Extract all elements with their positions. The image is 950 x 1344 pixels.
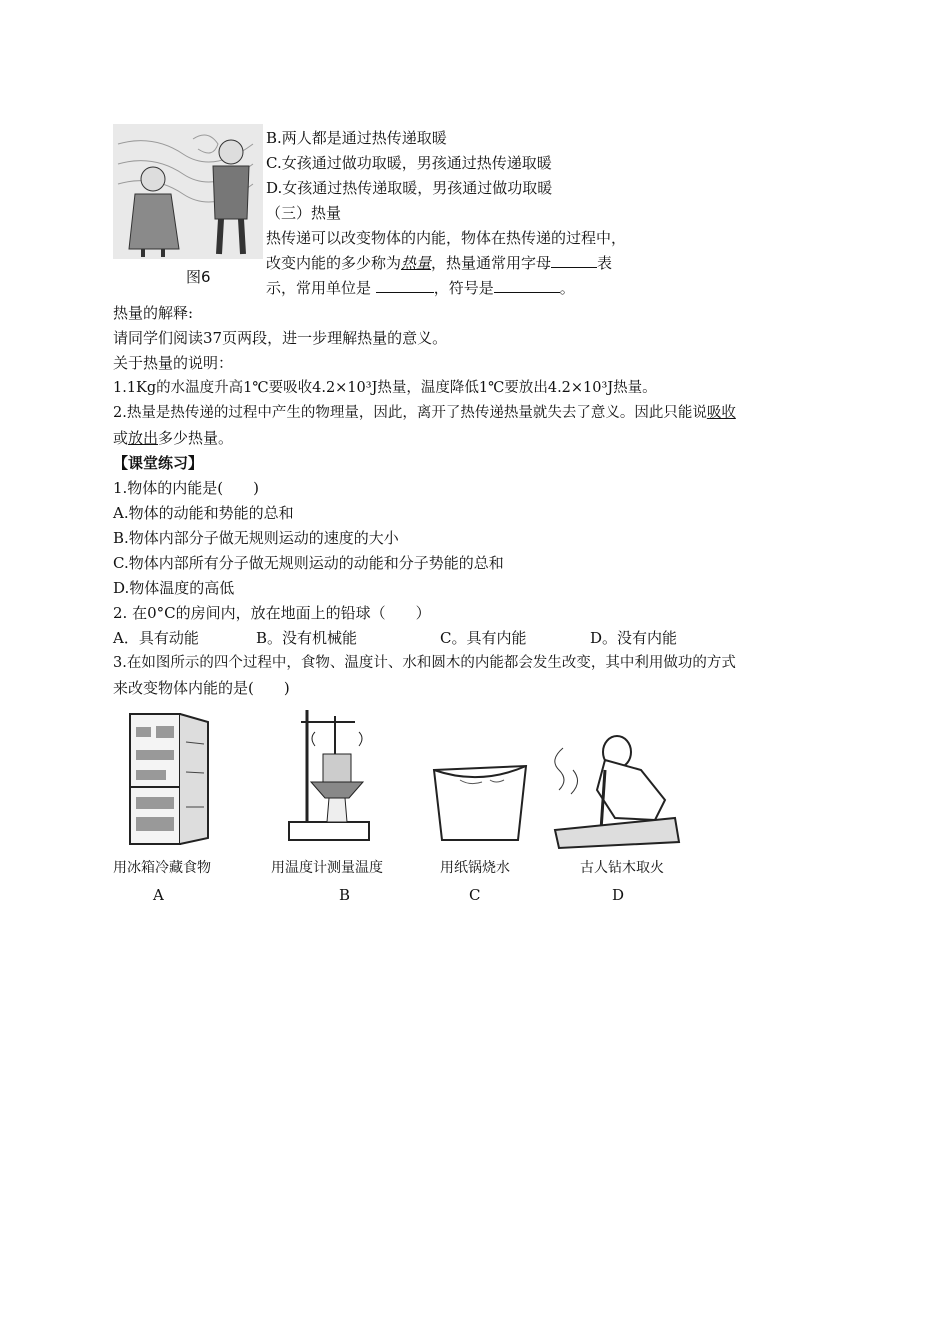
q1-option-b: B.物体内部分子做无规则运动的速度的大小 xyxy=(113,529,399,547)
explain-about: 关于热量的说明： xyxy=(113,354,234,372)
explain-point1: 1.1Kg的水温度升高1℃要吸收4.2×10³J热量，温度降低1℃要放出4.2×10³J热量。 xyxy=(113,380,657,396)
option-b: B.两人都是通过热传递取暖 xyxy=(266,129,447,147)
q2-option-b: B。没有机械能 xyxy=(256,629,358,647)
option-c: C.女孩通过做功取暖，男孩通过热传递取暖 xyxy=(266,154,552,172)
heat-def-line3: 示，常用单位是 ，符号是 。 xyxy=(266,279,575,297)
q2-stem: 2. 在0°C的房间内，放在地面上的铅球（ ） xyxy=(113,604,431,622)
figure-c-caption: 用纸锅烧水 xyxy=(440,860,510,876)
q2-option-c: C。具有内能 xyxy=(440,629,527,647)
blank-symbol[interactable] xyxy=(494,278,560,293)
explain-title: 热量的解释: xyxy=(113,304,194,322)
figure-a-letter: A xyxy=(153,886,164,904)
paper-pot-illustration xyxy=(430,760,530,845)
q3-stem-line1: 3.在如图所示的四个过程中，食物、温度计、水和圆木的内能都会发生改变，其中利用做功的方式 xyxy=(113,655,736,671)
figure-d-letter: D xyxy=(612,886,625,904)
q1-option-d: D.物体温度的高低 xyxy=(113,579,235,597)
blank-letter[interactable] xyxy=(551,253,597,268)
practice-heading: 【课堂练习】 xyxy=(113,454,204,472)
fridge-illustration xyxy=(128,712,213,847)
blank-unit[interactable] xyxy=(376,278,434,293)
heat-def-line2: 改变内能的多少称为热量，热量通常用字母 表 xyxy=(266,254,613,272)
figure-c-letter: C xyxy=(469,886,481,904)
thermometer-stand-illustration xyxy=(285,706,375,846)
explain-read: 请同学们阅读37页两段，进一步理解热量的意义。 xyxy=(113,329,448,347)
word-absorb: 吸收 xyxy=(706,405,736,421)
figure-6-illustration xyxy=(113,124,263,259)
word-release: 放出 xyxy=(128,429,159,447)
q2-option-d: D。没有内能 xyxy=(590,629,678,647)
drilling-wood-illustration xyxy=(545,730,685,850)
heat-def-line1: 热传递可以改变物体的内能，物体在热传递的过程中， xyxy=(266,229,627,247)
figure-a-caption: 用冰箱冷藏食物 xyxy=(113,860,211,876)
figure-d-caption: 古人钻木取火 xyxy=(580,860,664,876)
q3-stem-line2: 来改变物体内能的是( ) xyxy=(113,679,290,697)
figure-b-caption: 用温度计测量温度 xyxy=(271,860,383,876)
q1-option-c: C.物体内部所有分子做无规则运动的动能和分子势能的总和 xyxy=(113,554,504,572)
figure-6-caption: 图6 xyxy=(186,268,211,286)
section-heading-heat: （三）热量 xyxy=(266,204,342,222)
option-d: D.女孩通过热传递取暖，男孩通过做功取暖 xyxy=(266,179,553,197)
q2-option-a: A．具有动能 xyxy=(113,629,199,647)
explain-point2-line2: 或放出多少热量。 xyxy=(113,429,234,447)
term-heat: 热量 xyxy=(401,254,432,272)
explain-point2-line1: 2.热量是热传递的过程中产生的物理量，因此，离开了热传递热量就失去了意义。因此只能说吸收 xyxy=(113,405,736,421)
figure-b-letter: B xyxy=(339,886,351,904)
q1-option-a: A.物体的动能和势能的总和 xyxy=(113,504,294,522)
q1-stem: 1.物体的内能是( ) xyxy=(113,479,260,497)
